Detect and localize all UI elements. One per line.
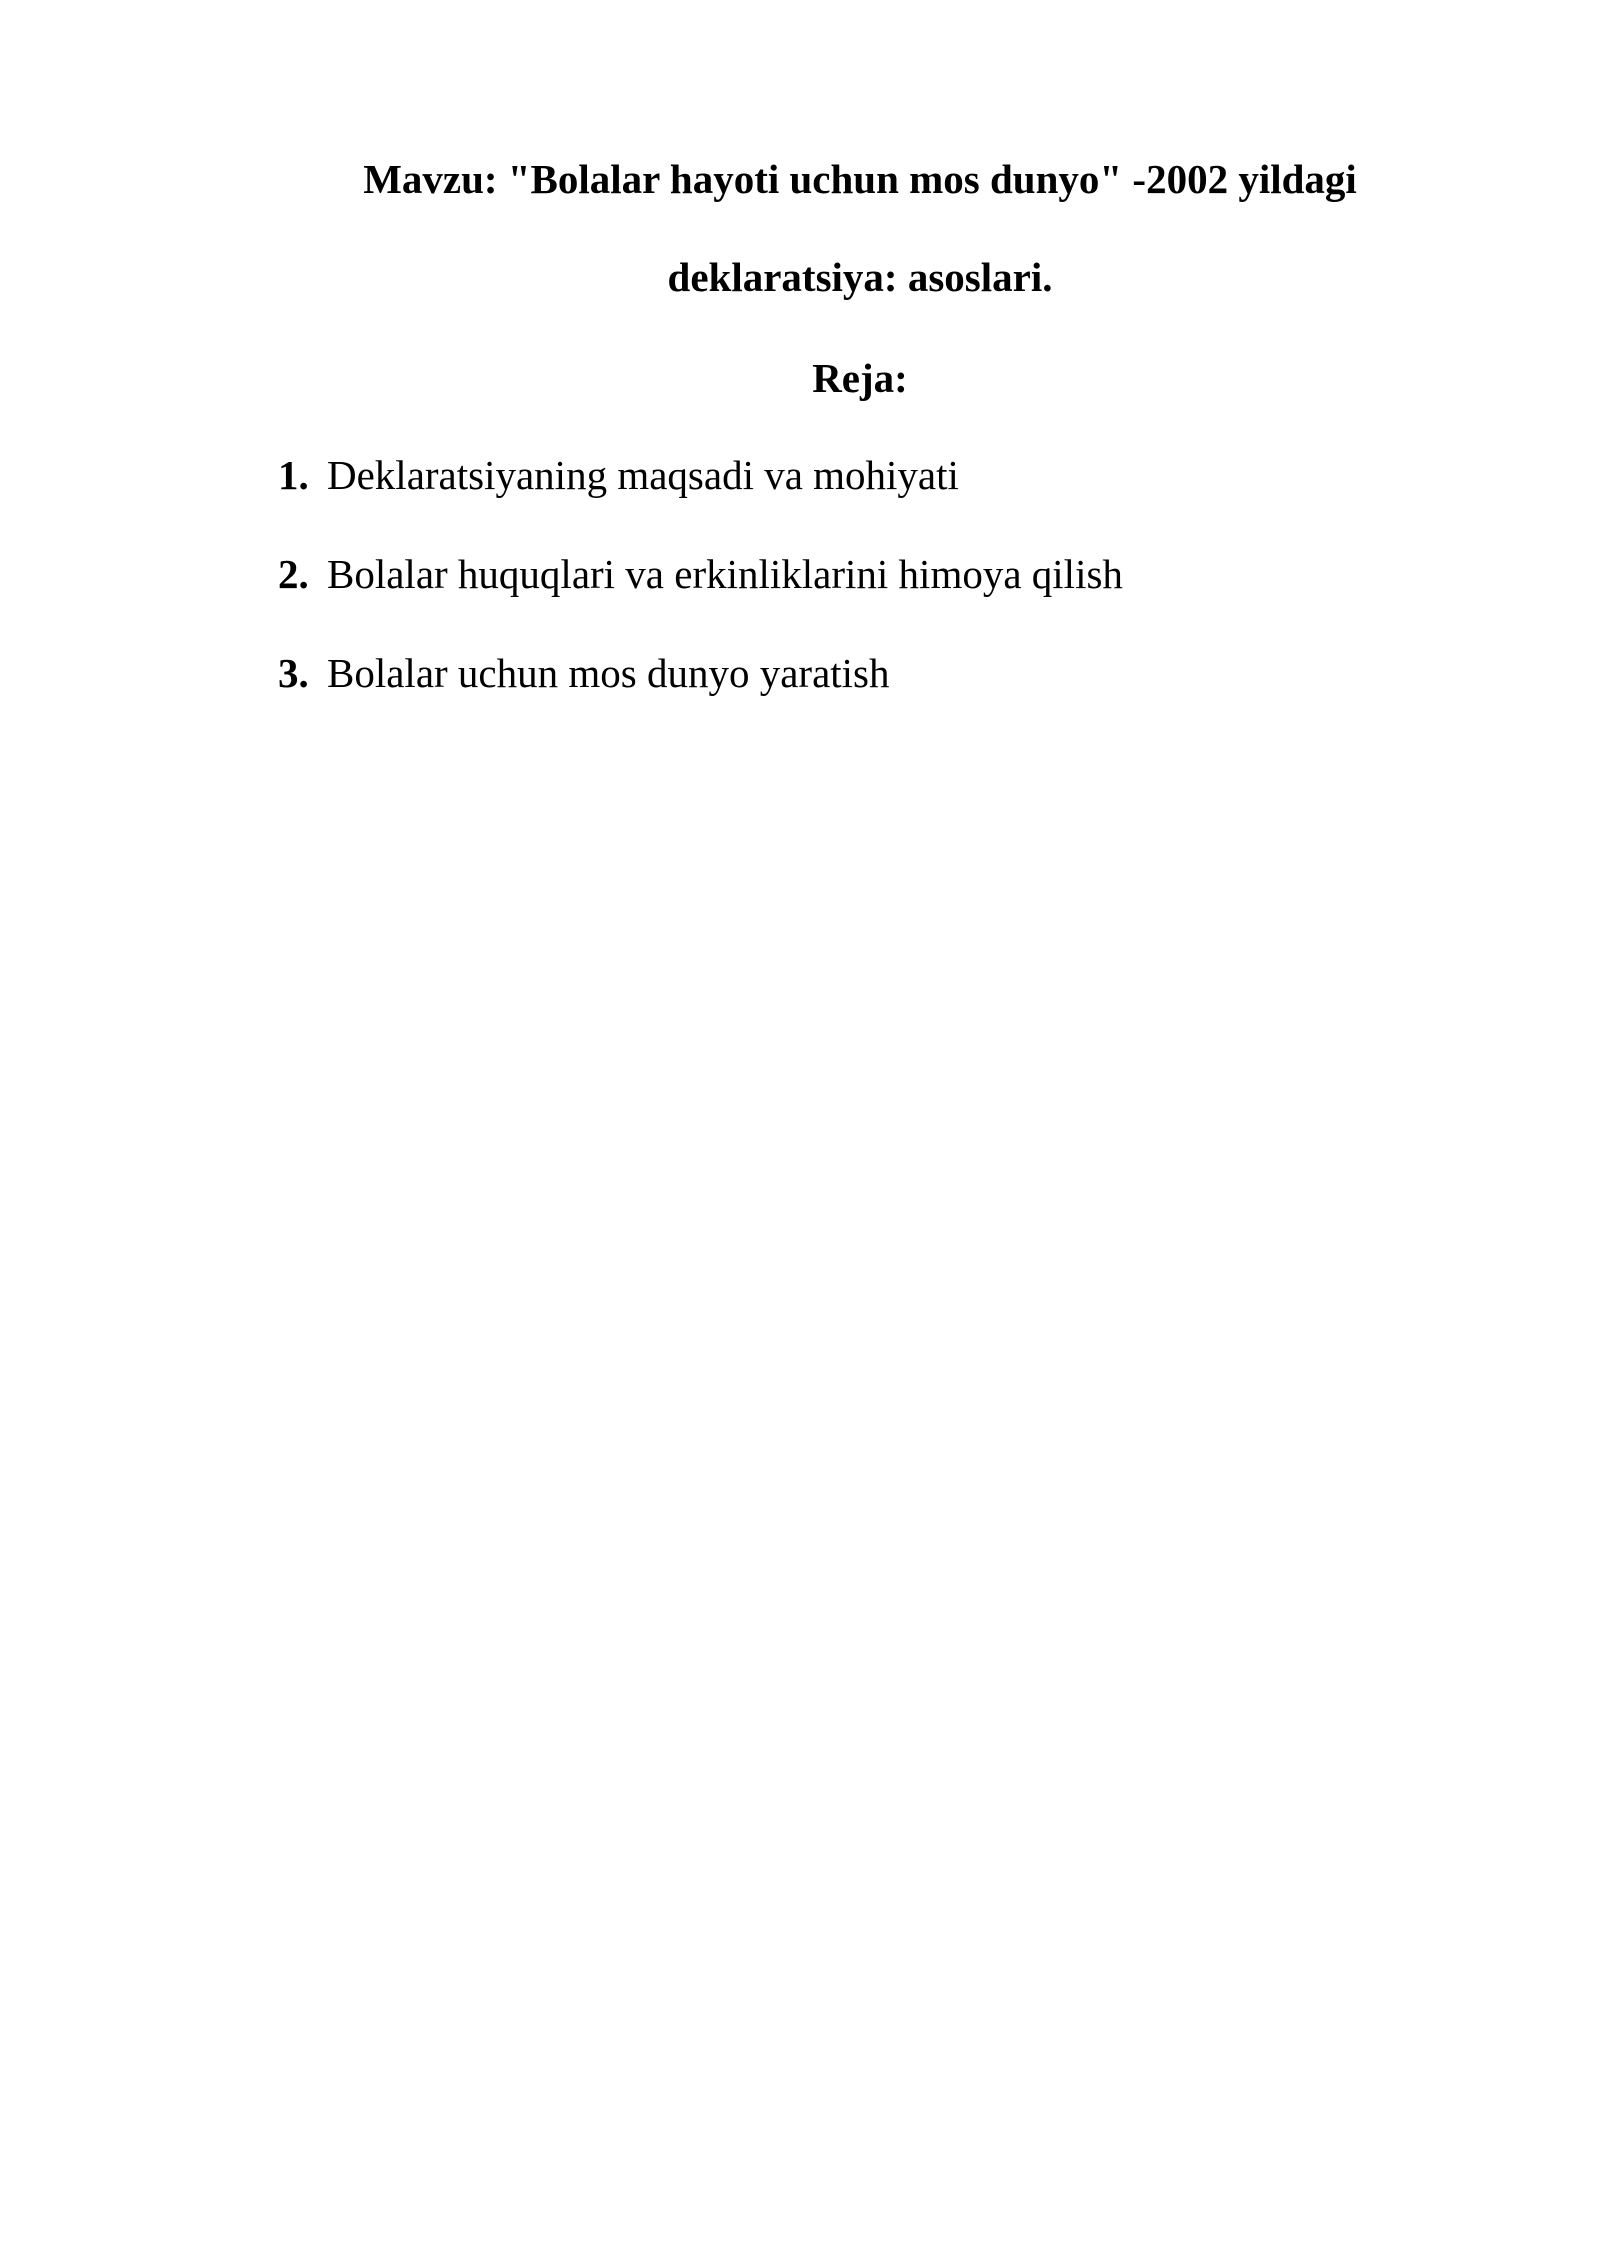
document-title-line-2: deklaratsiya: asoslari. [667,254,1053,300]
plan-item-number: 3. [278,650,309,696]
plan-item-2 [278,550,1123,649]
plan-item-1 [278,451,1123,550]
plan-item-text: Bolalar huquqlari va erkinliklarini himoya qilish [327,551,1123,597]
document-title-line-1: Mavzu: "Bolalar hayoti uchun mos dunyo" -2002 yildagi [363,156,1357,202]
plan-item-text: Bolalar uchun mos dunyo yaratish [327,650,890,696]
plan-item-number: 1. [278,452,309,498]
plan-item-text: Deklaratsiyaning maqsadi va mohiyati [327,452,959,498]
plan-item-number: 2. [278,551,309,597]
plan-heading: Reja: [812,355,908,401]
plan-list [278,451,1123,748]
plan-item-3 [278,649,1123,748]
